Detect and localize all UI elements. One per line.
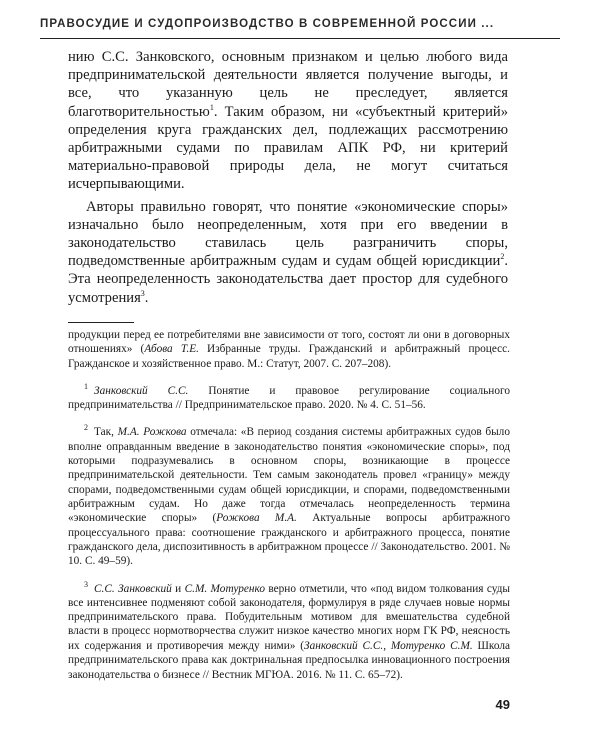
footnote-ref-1[interactable]: 1 <box>209 102 214 112</box>
paragraph-2: Авторы правильно говорят, что понятие «экономические споры» изначально было неопределенным, хотя при его введении в законодательство ставилась цель разграничить споры, подведомственные арбитражным судам и судам общей юрисдикции$^2$. Эта неопределенность законодательства дает простор для судебного усмотрения$^3$. <box>68 198 508 306</box>
paragraph-1: нию С.С. Занковского, основным признаком и целью любого вида предпринимательской деятельности является получение выгоды, и все, что указанную цель не преследует, является благотворительностью$^1$. Таким образом, ни «субъектный критерий» определения круга гражданских дел, подлежащих рассмотрению арбитражными судами по правилам АПК РФ, ни критерий материально-правовой природы дела, не могут считаться исчерпывающими. <box>68 49 508 193</box>
footnote-3: $^3$ С.С. Занковский и С.М. Мотуренко верно отметили, что «под видом толкования суды все интенсивнее подменяют собой законодателя, формулируя в ряде случаев новые нормы предпринимательского права. Побудительным мотивом для вмешательства судебной власти в процесс нормотворчества служит низкое качество многих норм ГК РФ, неясность их содержания и противоречия между ними» (Занковский С.С., Мотуренко С.М. Школа предпринимательского права как доктринальная предпосылка инновационного построения законодательства о бизнесе // Вестник МГЮА. 2016. № 11. С. 65–72). <box>68 579 510 681</box>
footnote-separator <box>68 322 134 323</box>
footnote-continuation: продукции перед ее потребителями вне зависимости от того, состоят ли они в договорных отношениях» (Абова Т.Е. Избранные труды. Гражданский и арбитражный процесс. Гражданское и хозяйственное право. М.: Статут, 2007. С. 207–208). <box>68 329 510 370</box>
footnote-ref-2[interactable]: 2 <box>500 252 505 262</box>
footnote-1: $^1$ Занковский С.С. Понятие и правовое регулирование социального предпринимательства // Предпринимательское право. 2020. № 4. С. 51–56. <box>68 382 510 412</box>
footnote-2: $^2$ Так, М.А. Рожкова отмечала: «В период создания системы арбитражных судов было вполне оправданным введение в законодательство понятия «экономические споры», под которыми подразумевались в основном споры, возникающие в процессе предпринимательской деятельности. Тем самым законодатель провел «границу» между спорами, подведомственными судам общей юрисдикции, и спорами, подведомственными арбитражным судам. Но даже тогда отмечалась неопределенность термина «экономические споры» (Рожкова М.А. Актуальные вопросы арбитражного процессуального права: соотношение гражданского и арбитражного процесса, понятие гражданского дела, диспозитивность в арбитражном процессе // Законодательство. 2001. № 10. С. 49–59). <box>68 423 510 568</box>
footnote-number: 3 <box>84 579 88 589</box>
main-text <box>68 48 508 307</box>
footnote-number: 1 <box>84 382 88 392</box>
page-number: 49 <box>495 697 510 712</box>
footnote-ref-3[interactable]: 3 <box>140 288 145 298</box>
footnote-number: 2 <box>84 423 88 433</box>
footnotes <box>68 328 510 682</box>
running-header: ПРАВОСУДИЕ И СУДОПРОИЗВОДСТВО В СОВРЕМЕННОЙ РОССИИ ... <box>40 18 495 30</box>
header-rule <box>40 38 560 39</box>
